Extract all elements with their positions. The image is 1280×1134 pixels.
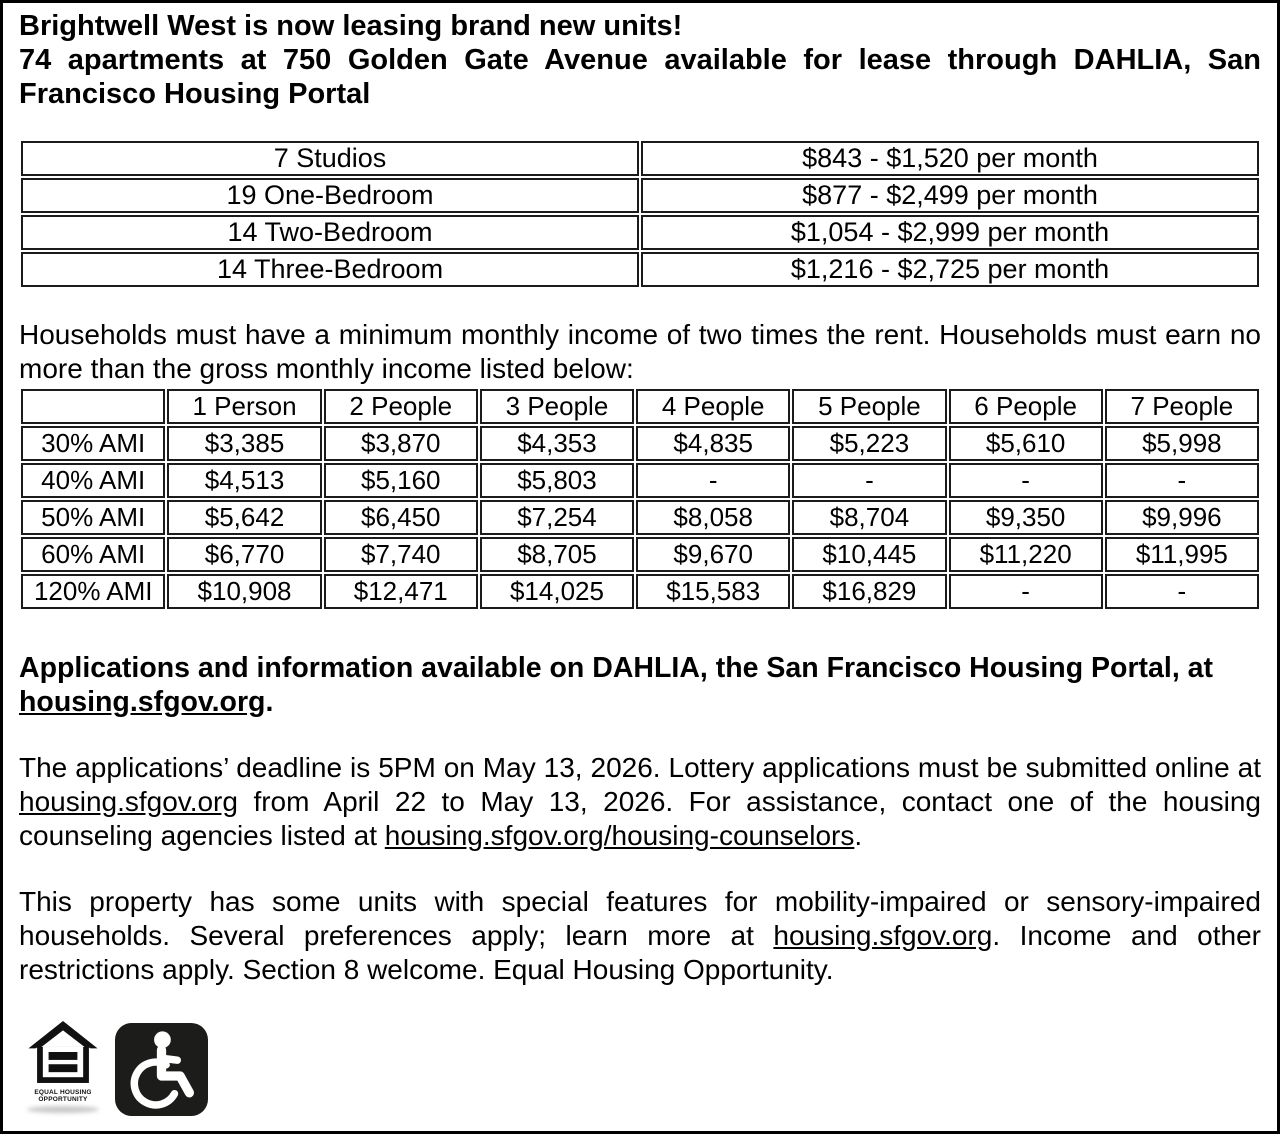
- income-header-cell: 2 People: [324, 389, 478, 424]
- unit-type-cell: 7 Studios: [21, 141, 639, 176]
- income-value-cell: -: [1105, 574, 1259, 609]
- features-paragraph: [19, 885, 1261, 987]
- income-header-cell: 6 People: [949, 389, 1103, 424]
- ami-label-cell: 40% AMI: [21, 463, 165, 498]
- income-header-cell: 5 People: [792, 389, 946, 424]
- income-value-cell: $3,385: [167, 426, 321, 461]
- income-value-cell: $10,908: [167, 574, 321, 609]
- income-value-cell: -: [636, 463, 790, 498]
- flyer-page: [3, 3, 1277, 1121]
- features-text: This property has some units with special features for mobility-impaired or sensory-impaired households. Several preferences apply; learn more at: [19, 886, 1261, 951]
- features-text-end: . Income and other restrictions apply. Section 8 welcome. Equal Housing Opportunity.: [19, 920, 1261, 985]
- rent-range-cell: $1,054 - $2,999 per month: [641, 215, 1259, 250]
- income-value-cell: $8,705: [480, 537, 634, 572]
- table-row: [21, 574, 1259, 609]
- income-value-cell: $5,998: [1105, 426, 1259, 461]
- table-row: [21, 252, 1259, 287]
- ami-label-cell: 50% AMI: [21, 500, 165, 535]
- applications-text: Applications and information available on DAHLIA, the San Francisco Housing Portal, at: [19, 652, 1213, 684]
- equal-housing-house-icon: [27, 1070, 99, 1087]
- rent-range-cell: $1,216 - $2,725 per month: [641, 252, 1259, 287]
- unit-type-cell: 14 Three-Bedroom: [21, 252, 639, 287]
- deadline-text: The applications’ deadline is 5PM on May 13, 2026. Lottery applications must be submitted online at: [19, 752, 1261, 783]
- income-value-cell: -: [1105, 463, 1259, 498]
- income-header-cell: 4 People: [636, 389, 790, 424]
- rent-range-cell: $843 - $1,520 per month: [641, 141, 1259, 176]
- logo-shadow: [27, 1106, 99, 1113]
- income-header-cell: 3 People: [480, 389, 634, 424]
- income-value-cell: $9,996: [1105, 500, 1259, 535]
- income-intro-paragraph: Households must have a minimum monthly income of two times the rent. Households must earn no more than the gross monthly income listed below:: [19, 319, 1261, 384]
- deadline-text: from April 22 to May 13, 2026. For assistance, contact one of the housing counseling agencies listed at: [19, 786, 1261, 851]
- income-value-cell: $4,513: [167, 463, 321, 498]
- income-value-cell: $5,160: [324, 463, 478, 498]
- unit-type-cell: 19 One-Bedroom: [21, 178, 639, 213]
- flyer-title: [19, 9, 1261, 111]
- wheelchair-accessibility-icon: [115, 1023, 208, 1121]
- income-value-cell: $4,353: [480, 426, 634, 461]
- income-value-cell: $11,995: [1105, 537, 1259, 572]
- income-value-cell: $3,870: [324, 426, 478, 461]
- income-value-cell: $16,829: [792, 574, 946, 609]
- income-value-cell: -: [792, 463, 946, 498]
- applications-paragraph: [19, 651, 1261, 719]
- income-value-cell: -: [949, 574, 1103, 609]
- income-header-row: [21, 389, 1259, 424]
- income-value-cell: $11,220: [949, 537, 1103, 572]
- deadline-paragraph: [19, 751, 1261, 853]
- income-limits-table: [19, 387, 1261, 611]
- housing-sfgov-link[interactable]: housing.sfgov.org: [19, 686, 266, 718]
- income-value-cell: $6,770: [167, 537, 321, 572]
- ami-label-cell: 120% AMI: [21, 574, 165, 609]
- income-value-cell: $14,025: [480, 574, 634, 609]
- income-value-cell: $7,254: [480, 500, 634, 535]
- income-value-cell: $4,835: [636, 426, 790, 461]
- rent-range-cell: $877 - $2,499 per month: [641, 178, 1259, 213]
- income-value-cell: $8,058: [636, 500, 790, 535]
- unit-type-cell: 14 Two-Bedroom: [21, 215, 639, 250]
- income-value-cell: $6,450: [324, 500, 478, 535]
- income-value-cell: $8,704: [792, 500, 946, 535]
- income-value-cell: -: [949, 463, 1103, 498]
- ami-label-cell: 60% AMI: [21, 537, 165, 572]
- income-value-cell: $5,803: [480, 463, 634, 498]
- income-value-cell: $10,445: [792, 537, 946, 572]
- housing-sfgov-link[interactable]: housing.sfgov.org: [19, 786, 238, 817]
- housing-counselors-link[interactable]: housing.sfgov.org/housing-counselors: [384, 820, 855, 851]
- income-value-cell: $12,471: [324, 574, 478, 609]
- logos-row: [25, 1021, 1261, 1121]
- table-row: [21, 500, 1259, 535]
- income-value-cell: $7,740: [324, 537, 478, 572]
- applications-text-end: .: [265, 686, 274, 718]
- income-value-cell: $5,642: [167, 500, 321, 535]
- housing-sfgov-link[interactable]: housing.sfgov.org: [773, 920, 993, 951]
- units-rent-table: [19, 139, 1261, 289]
- equal-housing-text: EQUAL HOUSING OPPORTUNITY: [34, 1089, 92, 1103]
- income-value-cell: $5,223: [792, 426, 946, 461]
- income-value-cell: $15,583: [636, 574, 790, 609]
- income-value-cell: $9,670: [636, 537, 790, 572]
- deadline-text-end: .: [854, 820, 863, 851]
- table-row: [21, 215, 1259, 250]
- income-header-cell: [21, 389, 165, 424]
- title-line-2: 74 apartments at 750 Golden Gate Avenue available for lease through DAHLIA, San Francisco Housing Portal: [19, 44, 1261, 110]
- income-header-cell: 7 People: [1105, 389, 1259, 424]
- table-row: [21, 426, 1259, 461]
- table-row: [21, 463, 1259, 498]
- title-line-1: Brightwell West is now leasing brand new units!: [19, 10, 683, 42]
- table-row: [21, 537, 1259, 572]
- table-row: [21, 141, 1259, 176]
- income-value-cell: $9,350: [949, 500, 1103, 535]
- table-row: [21, 178, 1259, 213]
- income-header-cell: 1 Person: [167, 389, 321, 424]
- equal-housing-opportunity-logo: [25, 1021, 101, 1113]
- ami-label-cell: 30% AMI: [21, 426, 165, 461]
- income-value-cell: $5,610: [949, 426, 1103, 461]
